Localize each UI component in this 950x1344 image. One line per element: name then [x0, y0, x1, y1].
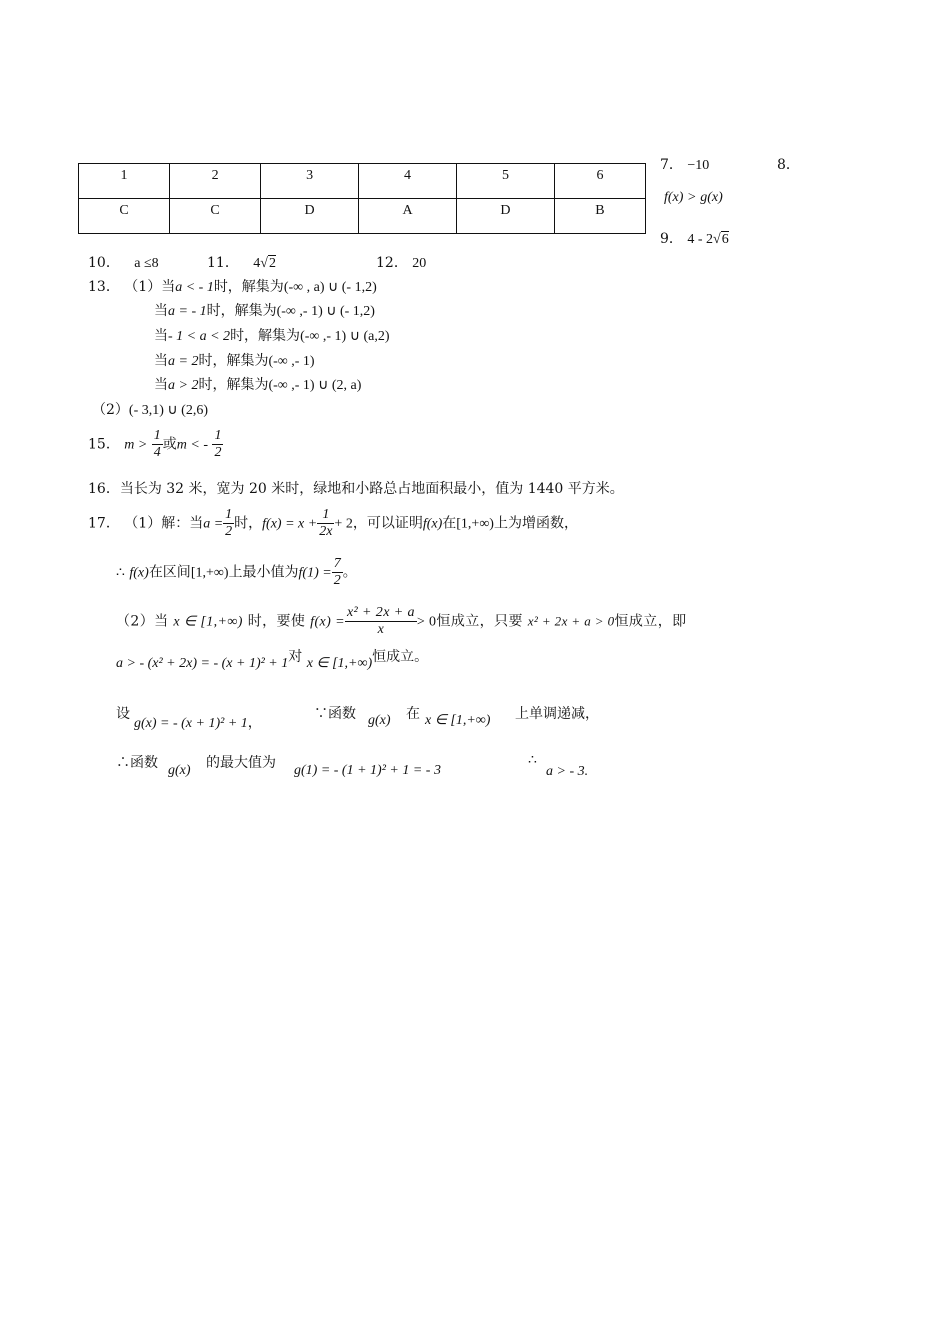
q17-line-1 — [88, 507, 578, 540]
q9-number: 9． — [660, 231, 683, 247]
fraction-num: 1 — [214, 428, 222, 443]
q11-answer: 4 — [253, 256, 261, 271]
q17-text: 恒成立，只要 — [436, 613, 523, 630]
q17-text: 时， — [234, 515, 263, 532]
table-cell: A — [359, 199, 457, 234]
q13-when: 当 — [154, 328, 168, 344]
q17-text: 的最大值为 — [206, 755, 276, 771]
q12 — [376, 252, 426, 272]
fraction — [317, 507, 334, 540]
q17-line-5-int — [425, 712, 490, 729]
fraction — [212, 428, 223, 461]
q13-solution-set: (-∞ ,- 1) — [268, 354, 315, 369]
q8-op: > — [687, 190, 696, 205]
table-cell: C — [79, 199, 170, 234]
q13-solution-set: (-∞ ,- 1) ∪ (2, a) — [268, 378, 362, 393]
q9-radicand: 6 — [721, 232, 729, 247]
q17-text: 在 — [406, 706, 420, 722]
q17-math: g(x) — [368, 713, 391, 728]
fraction-num: 1 — [153, 428, 161, 443]
q17-text: （1）解：当 — [124, 515, 204, 532]
table-answer-row — [79, 199, 646, 234]
q17-math: [1,+∞) — [456, 516, 494, 532]
fraction — [332, 556, 343, 589]
fraction-num: 1 — [317, 507, 334, 524]
q17-math: x ∈ [1,+∞) — [173, 614, 243, 630]
table-cell: D — [261, 199, 359, 234]
q8-number: 8． — [777, 157, 800, 173]
fraction-den: 2x — [319, 524, 333, 539]
q13-when: 当 — [154, 303, 168, 319]
q17-number: 17． — [88, 515, 120, 532]
q7 — [660, 154, 709, 174]
fraction-den: 2 — [214, 445, 222, 460]
sqrt-icon: √ — [260, 256, 268, 271]
q17-math: f(x) — [422, 516, 443, 532]
q17-line-6-max — [206, 752, 276, 772]
q13-part1-label: （1）当 — [124, 279, 176, 295]
q17-math: a = — [203, 516, 224, 532]
q13-mid: 时，解集为 — [213, 279, 284, 295]
q13-condition: a < - 1 — [175, 280, 214, 295]
fraction — [345, 605, 417, 638]
q13-when: 当 — [154, 377, 168, 393]
q13-condition: a = - 1 — [168, 304, 207, 319]
q13-line-4 — [154, 350, 315, 370]
q17-text: 上最小值为 — [228, 564, 299, 581]
fraction-den: x — [377, 622, 385, 637]
q16: 16．当长为 32 米，宽为 20 米时，绿地和小路总占地面积最小，值为 1440 平方米。 — [88, 481, 624, 497]
answer-table — [78, 163, 646, 234]
q17-text: 。 — [342, 564, 357, 581]
q17-text: 对 — [288, 649, 303, 665]
fraction — [223, 507, 234, 540]
q17-text: 设 — [116, 706, 130, 722]
q10 — [88, 252, 159, 272]
q17-line-5-math — [134, 712, 262, 732]
fraction-den: 2 — [333, 573, 341, 588]
q17-line-6-final — [546, 763, 588, 780]
table-cell: B — [554, 199, 645, 234]
q13-part2-set: (- 3,1) ∪ (2,6) — [128, 403, 208, 418]
q13-solution-set: (-∞ ,- 1) ∪ (- 1,2) — [276, 304, 375, 319]
q7-number: 7． — [660, 157, 683, 173]
q11 — [207, 252, 276, 272]
q17-math: g(x) — [168, 763, 191, 778]
q17-line-5 — [116, 703, 130, 723]
q13-condition: - 1 < a < 2 — [168, 329, 231, 344]
table-cell: D — [456, 199, 554, 234]
q15-right: m < - — [176, 437, 209, 453]
q13-mid: 时，解集为 — [206, 303, 277, 319]
q17-math: f(x) = x + — [262, 516, 318, 532]
q17-math: [1,+∞) — [190, 565, 229, 581]
q13-line-1 — [88, 276, 377, 296]
q17-text: ∴函数 — [116, 755, 158, 771]
table-cell: 5 — [456, 164, 554, 199]
q17-math: x² + 2x + a > 0 — [527, 613, 615, 629]
q17-text: 时，要使 — [247, 613, 306, 630]
q13-condition: a = 2 — [168, 354, 199, 369]
q17-text: 上单调递减， — [515, 706, 599, 722]
q8-answer — [664, 189, 723, 206]
table-cell: C — [170, 199, 261, 234]
q13-condition: a > 2 — [168, 378, 199, 393]
q13-part2-label: （2） — [92, 402, 129, 418]
because-icon: ∵函数 — [314, 706, 356, 722]
q17-math: x ∈ [1,+∞) — [425, 713, 491, 728]
q17-math: f(1) = — [298, 565, 332, 581]
q17-math: f(x) — [129, 565, 149, 581]
q8-left: f(x) — [664, 190, 684, 205]
q15 — [88, 428, 223, 461]
q17-line-6-val — [294, 762, 441, 779]
q17-text: 在区间 — [148, 564, 191, 581]
q17-math: f(x) = — [310, 614, 345, 630]
q11-number: 11． — [207, 255, 239, 271]
table-cell: 1 — [79, 164, 170, 199]
q13-line-2 — [154, 300, 375, 320]
q17-line-5-g — [368, 712, 391, 729]
q15-or: 或 — [162, 436, 177, 453]
q17-line-5-zai — [406, 703, 420, 723]
fraction-den: 2 — [225, 524, 233, 539]
q17-text: ， — [247, 715, 262, 731]
q13-line-3 — [154, 325, 389, 345]
q12-answer: 20 — [412, 256, 427, 271]
fraction-num: x² + 2x + a — [346, 605, 415, 620]
table-header-row — [79, 164, 646, 199]
q9-answer: 4 - 2 — [687, 232, 714, 247]
q17-line-5-because — [314, 703, 356, 723]
fraction-den: 4 — [153, 445, 161, 460]
q17-math: g(1) = - (1 + 1)² + 1 = - 3 — [294, 763, 441, 778]
q17-line-6-therefore — [528, 752, 537, 768]
q17-text: 在 — [442, 515, 457, 532]
q10-answer: a ≤8 — [134, 256, 159, 271]
q17-line-2 — [116, 556, 357, 589]
therefore-icon: ∴ — [528, 752, 537, 768]
table-cell: 2 — [170, 164, 261, 199]
q13-mid: 时，解集为 — [198, 353, 269, 369]
q17-text: ，可以证明 — [352, 515, 423, 532]
fraction-num: 1 — [225, 507, 233, 522]
q17-math: > 0 — [416, 614, 437, 630]
q17-math: x ∈ [1,+∞) — [306, 656, 373, 671]
table-cell: 6 — [554, 164, 645, 199]
q13-mid: 时，解集为 — [230, 328, 301, 344]
q17-math: a > - 3. — [546, 764, 589, 779]
fraction-num: 7 — [333, 556, 341, 571]
q13-solution-set: (-∞ , a) ∪ (- 1,2) — [283, 280, 377, 295]
therefore-icon: ∴ — [116, 564, 125, 581]
q17-line-5-end — [515, 703, 599, 723]
q17-line-6 — [116, 752, 158, 772]
q17-line-3 — [116, 605, 687, 638]
q10-number: 10． — [88, 255, 120, 271]
q15-number: 15． — [88, 436, 120, 453]
table-cell: 3 — [261, 164, 359, 199]
q12-number: 12． — [376, 255, 408, 271]
table-cell: 4 — [359, 164, 457, 199]
q13-line-5 — [154, 374, 361, 394]
q15-left: m > — [124, 437, 148, 453]
q13-number: 13． — [88, 279, 120, 295]
q17-line-6-g — [168, 762, 191, 779]
q17-math: + 2 — [334, 516, 353, 532]
q13-part2 — [92, 399, 208, 419]
q13-when: 当 — [154, 353, 168, 369]
q17-math: g(x) = - (x + 1)² + 1 — [134, 716, 248, 731]
q17-math: a > - (x² + 2x) = - (x + 1)² + 1 — [116, 656, 289, 671]
q17-text: 上为增函数， — [493, 515, 578, 532]
q17-line-4 — [116, 649, 429, 672]
q9 — [660, 228, 729, 248]
q11-radicand: 2 — [268, 256, 276, 271]
q17-text: 恒成立，即 — [614, 613, 687, 630]
q8-right: g(x) — [700, 190, 723, 205]
q7-answer: −10 — [687, 158, 710, 173]
fraction — [152, 428, 163, 461]
q13-solution-set: (-∞ ,- 1) ∪ (a,2) — [300, 329, 390, 344]
q17-text: 恒成立。 — [372, 649, 429, 665]
sqrt-icon: √ — [713, 232, 721, 247]
q17-text: （2）当 — [116, 613, 169, 630]
q13-mid: 时，解集为 — [198, 377, 269, 393]
